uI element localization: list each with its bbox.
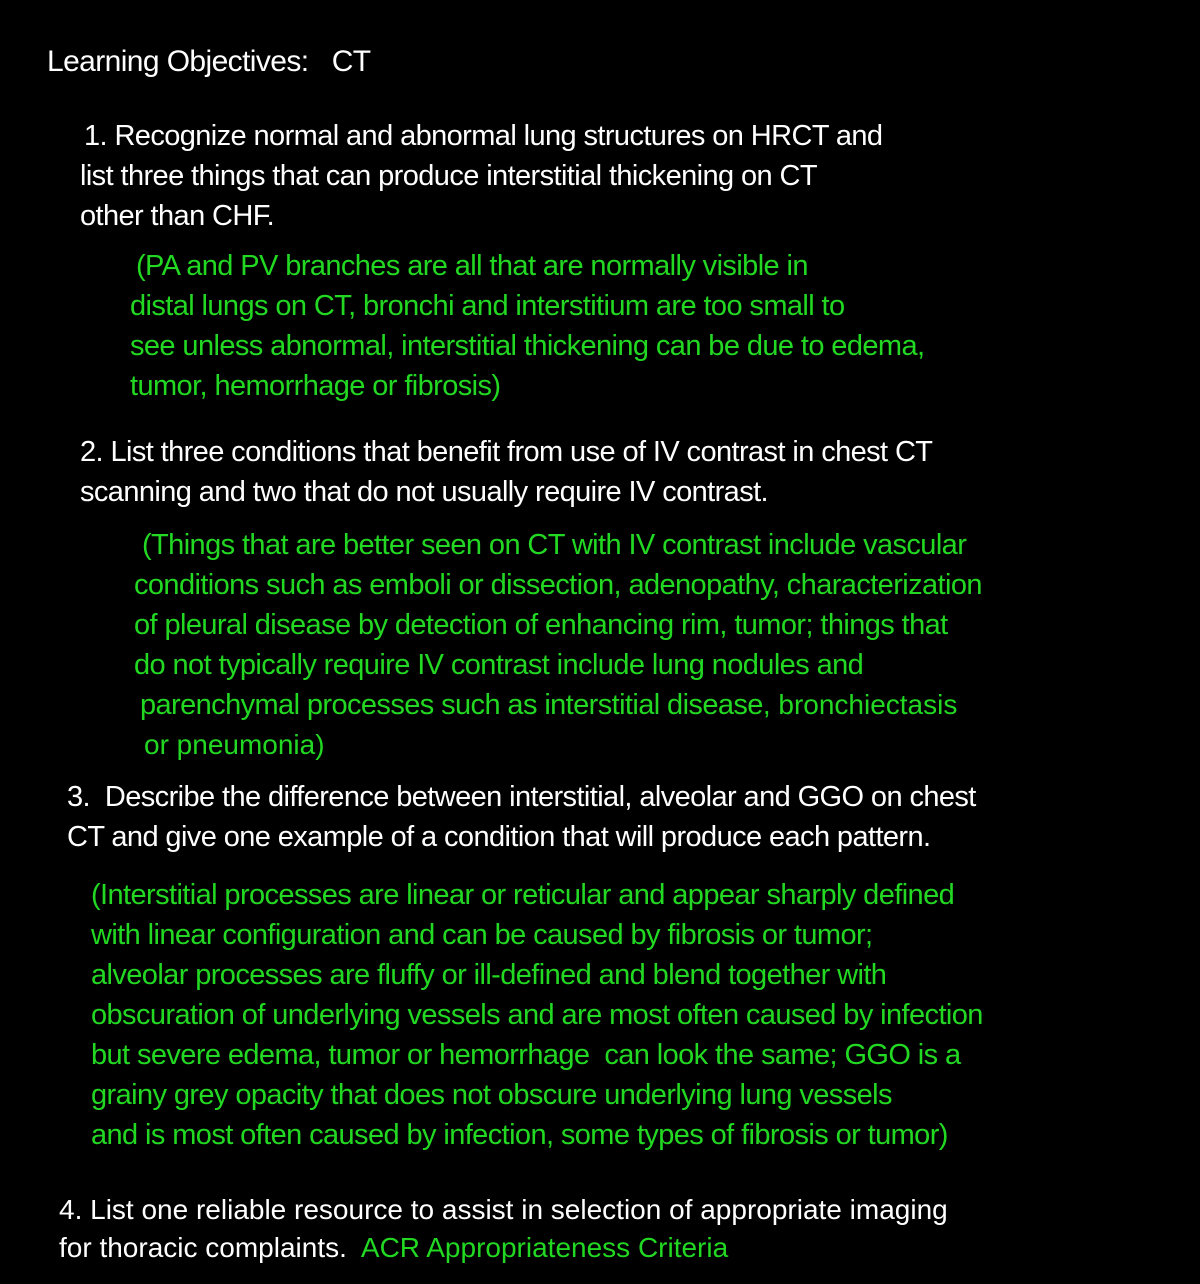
objective-1-line: 1. Recognize normal and abnormal lung structures on HRCT and — [84, 120, 883, 152]
answer-line: (Things that are better seen on CT with IV contrast include vascular — [142, 529, 967, 561]
objective-4-answer: ACR Appropriateness Criteria — [360, 1232, 729, 1263]
objective-2-line: scanning and two that do not usually require IV contrast. — [80, 476, 769, 508]
answer-segment-alt-font: , bronchiectasis — [762, 689, 958, 720]
objective-3-line: 3. Describe the difference between interstitial, alveolar and GGO on chest — [67, 781, 976, 813]
objective-1-line: list three things that can produce interstitial thickening on CT — [80, 160, 817, 192]
answer-line: and is most often caused by infection, some types of fibrosis or tumor) — [91, 1119, 948, 1151]
answer-line: with linear configuration and can be caused by fibrosis or tumor; — [91, 919, 873, 951]
objective-4-question-end: for thoracic complaints. — [59, 1232, 347, 1263]
answer-segment: parenchymal processes such as interstitial disease — [140, 689, 763, 721]
answer-line: (PA and PV branches are all that are normally visible in — [136, 250, 808, 282]
page-title: Learning Objectives: CT — [47, 45, 371, 78]
answer-line: tumor, hemorrhage or fibrosis) — [130, 370, 501, 402]
answer-line: conditions such as emboli or dissection, adenopathy, characterization — [134, 569, 982, 601]
answer-line: distal lungs on CT, bronchi and interstitium are too small to — [130, 290, 845, 322]
answer-line: grainy grey opacity that does not obscure underlying lung vessels — [91, 1079, 892, 1111]
answer-line: or pneumonia) — [144, 729, 325, 760]
answer-line — [140, 691, 957, 720]
answer-line: obscuration of underlying vessels and are most often caused by infection — [91, 999, 983, 1031]
objective-1-line: other than CHF. — [80, 200, 275, 232]
answer-line: (Interstitial processes are linear or reticular and appear sharply defined — [91, 879, 955, 911]
objective-4-line — [59, 1234, 728, 1262]
objective-3-line: CT and give one example of a condition that will produce each pattern. — [67, 821, 931, 853]
answer-line: do not typically require IV contrast include lung nodules and — [134, 649, 864, 681]
objective-2-line: 2. List three conditions that benefit from use of IV contrast in chest CT — [80, 436, 933, 468]
answer-line: of pleural disease by detection of enhancing rim, tumor; things that — [134, 609, 948, 641]
answer-line: alveolar processes are fluffy or ill-defined and blend together with — [91, 959, 887, 991]
answer-line: but severe edema, tumor or hemorrhage can look the same; GGO is a — [91, 1039, 961, 1071]
answer-line: see unless abnormal, interstitial thickening can be due to edema, — [130, 330, 925, 362]
objective-4-line: 4. List one reliable resource to assist in selection of appropriate imaging — [59, 1194, 948, 1225]
